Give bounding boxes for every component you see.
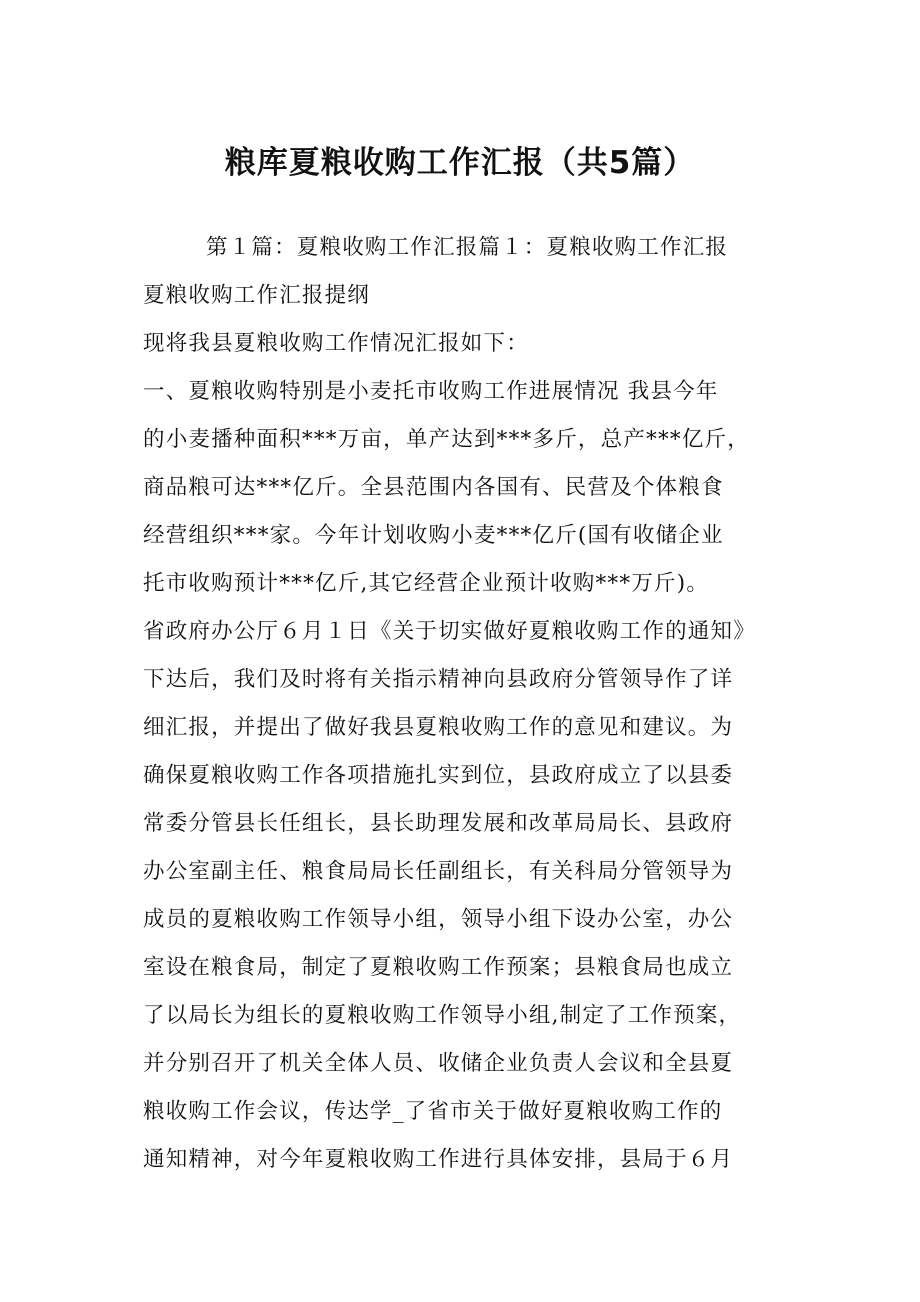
paragraph-line: 夏粮收购工作汇报提纲 [143, 283, 371, 308]
paragraph-line: 办公室副主任、粮食局局长任副组长，有关科局分管领导为 [143, 859, 734, 884]
document-title: 粮库夏粮收购工作汇报（共5篇） [224, 145, 696, 181]
paragraph-line: 第１篇：夏粮收购工作汇报篇１：夏粮收购工作汇报 [206, 235, 729, 260]
paragraph-line: 室设在粮食局，制定了夏粮收购工作预案；县粮食局也成立 [143, 955, 734, 980]
paragraph-line: 下达后，我们及时将有关指示精神向县政府分管领导作了详 [143, 667, 734, 692]
paragraph-line: 通知精神，对今年夏粮收购工作进行具体安排，县局于６月 [143, 1147, 734, 1172]
paragraph-line: 现将我县夏粮收购工作情况汇报如下： [143, 331, 529, 356]
paragraph-line: 确保夏粮收购工作各项措施扎实到位，县政府成立了以县委 [143, 763, 734, 788]
paragraph-line: 并分别召开了机关全体人员、收储企业负责人会议和全县夏 [143, 1051, 734, 1076]
paragraph-line: 经营组织***家。今年计划收购小麦***亿斤(国有收储企业 [143, 523, 724, 548]
paragraph-line: 的小麦播种面积***万亩，单产达到***多斤，总产***亿斤， [143, 427, 750, 452]
paragraph-line: 省政府办公厅６月１日《关于切实做好夏粮收购工作的通知》 [143, 619, 756, 644]
paragraph-line: 成员的夏粮收购工作领导小组，领导小组下设办公室，办公 [143, 907, 734, 932]
paragraph-line: 细汇报，并提出了做好我县夏粮收购工作的意见和建议。为 [143, 715, 734, 740]
paragraph-line: 粮收购工作会议，传达学_了省市关于做好夏粮收购工作的 [143, 1099, 723, 1124]
paragraph-line: 托市收购预计***亿斤,其它经营企业预计收购***万斤)。 [143, 571, 710, 596]
document-body [143, 224, 783, 1184]
paragraph-line: 常委分管县长任组长，县长助理发展和改革局局长、县政府 [143, 811, 734, 836]
paragraph-line: 一、夏粮收购特别是小麦托市收购工作进展情况 我县今年 [143, 379, 719, 404]
paragraph-line: 商品粮可达***亿斤。全县范围内各国有、民营及个体粮食 [143, 475, 724, 500]
paragraph-line: 了以局长为组长的夏粮收购工作领导小组,制定了工作预案， [143, 1003, 742, 1028]
